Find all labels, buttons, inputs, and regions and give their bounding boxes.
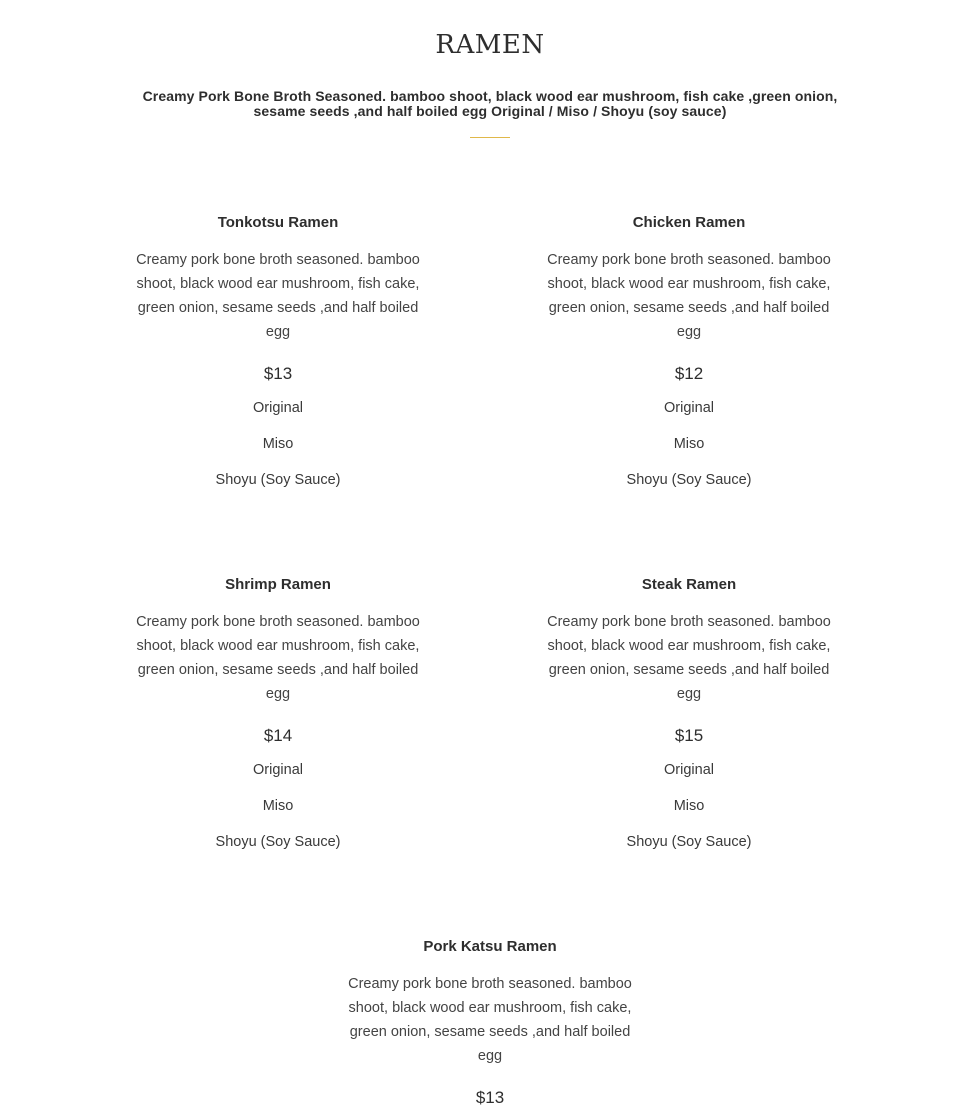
item-description: Creamy pork bone broth seasoned. bamboo shoot, black wood ear mushroom, fish cake, green onion, sesame seeds ,and half boiled egg [136,614,420,702]
title-divider [470,137,510,138]
item-description: Creamy pork bone broth seasoned. bamboo shoot, black wood ear mushroom, fish cake, green onion, sesame seeds ,and half boiled egg [136,252,420,340]
section-description: Creamy Pork Bone Broth Seasoned. bamboo shoot, black wood ear mushroom, fish cake ,green onion, sesame seeds ,and half boiled egg Original / Miso / Shoyu (soy sauce) [142,88,838,119]
item-price: $14 [263,726,293,745]
item-name: Chicken Ramen [632,214,746,231]
item-name: Pork Katsu Ramen [423,938,557,955]
variant-option: Miso [262,798,294,814]
variant-option: Shoyu (Soy Sauce) [215,472,341,488]
item-description: Creamy pork bone broth seasoned. bamboo shoot, black wood ear mushroom, fish cake, green onion, sesame seeds ,and half boiled egg [348,976,632,1064]
section-title: RAMEN [435,30,545,60]
item-price: $15 [674,726,704,745]
variant-list [128,398,428,490]
item-price: $13 [475,1088,505,1107]
variant-option: Original [664,400,714,416]
item-name: Tonkotsu Ramen [217,214,339,231]
variant-option: Original [664,762,714,778]
variant-option: Original [253,762,303,778]
variant-option: Shoyu (Soy Sauce) [626,834,752,850]
menu-item-pork-katsu-ramen [340,937,640,1110]
variant-list [539,760,839,852]
item-description: Creamy pork bone broth seasoned. bamboo shoot, black wood ear mushroom, fish cake, green onion, sesame seeds ,and half boiled egg [547,252,831,340]
item-name: Steak Ramen [641,576,737,593]
variant-option: Original [253,400,303,416]
menu-item-chicken-ramen [539,213,839,506]
item-price: $12 [674,364,704,383]
menu-item-shrimp-ramen [128,575,428,868]
variant-option: Miso [673,798,705,814]
variant-option: Miso [262,436,294,452]
variant-option: Shoyu (Soy Sauce) [215,834,341,850]
variant-option: Miso [673,436,705,452]
menu-item-tonkotsu-ramen [128,213,428,506]
item-description: Creamy pork bone broth seasoned. bamboo shoot, black wood ear mushroom, fish cake, green onion, sesame seeds ,and half boiled egg [547,614,831,702]
item-name: Shrimp Ramen [225,576,331,593]
variant-list [539,398,839,490]
variant-option: Shoyu (Soy Sauce) [626,472,752,488]
variant-list [128,760,428,852]
menu-item-steak-ramen [539,575,839,868]
item-price: $13 [263,364,293,383]
